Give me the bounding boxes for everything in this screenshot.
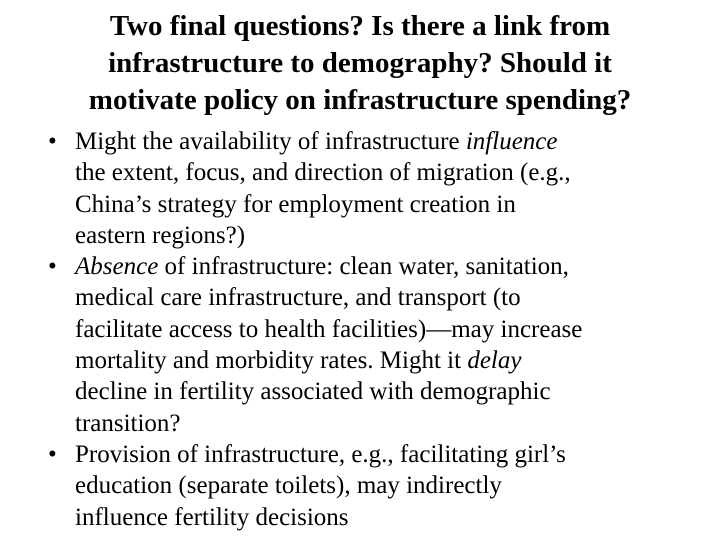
bullet-text-line: transition? <box>75 409 181 437</box>
bullet-text-line: decline in fertility associated with demographic <box>75 378 551 406</box>
emphasis-text: influence <box>465 128 558 155</box>
bullet-item-infrastructure-migration <box>48 126 688 251</box>
bullet-text-line: medical care infrastructure, and transport (to <box>75 284 521 312</box>
bullet-text-line: Provision of infrastructure, e.g., facilitating girl’s <box>75 440 566 468</box>
bullet-text-line: influence fertility decisions <box>75 503 349 531</box>
bullet-point-icon: • <box>48 128 57 155</box>
text-run: of infrastructure: clean water, sanitation, <box>158 253 569 281</box>
text-run: mortality and morbidity rates. Might it <box>75 347 468 375</box>
bullet-text-line: the extent, focus, and direction of migration (e.g., <box>75 159 571 187</box>
slide-title <box>30 8 690 119</box>
bullet-text-line: facilitate access to health facilities)—may increase <box>75 315 583 343</box>
bullet-text-line <box>75 126 688 157</box>
bullet-item-absence-of-infrastructure <box>48 251 688 439</box>
bullet-text-line <box>75 251 688 282</box>
bullet-text-line: eastern regions?) <box>75 221 246 249</box>
bullet-text-line: education (separate toilets), may indirectly <box>75 472 502 500</box>
title-line: motivate policy on infrastructure spending? <box>88 84 632 116</box>
bullet-text-line: China’s strategy for employment creation in <box>75 190 516 218</box>
emphasis-text: Absence <box>75 253 159 281</box>
emphasis-text: delay <box>467 347 522 375</box>
title-line: Two final questions? Is there a link from <box>109 10 611 42</box>
bullet-text-line <box>75 345 688 376</box>
bullet-point-icon: • <box>48 440 57 468</box>
bullet-item-provision-of-infrastructure <box>48 439 688 533</box>
title-line: infrastructure to demography? Should it <box>108 47 612 79</box>
bullet-list <box>48 126 688 533</box>
bullet-point-icon: • <box>48 253 57 281</box>
text-run: Might the availability of infrastructure <box>75 128 466 155</box>
